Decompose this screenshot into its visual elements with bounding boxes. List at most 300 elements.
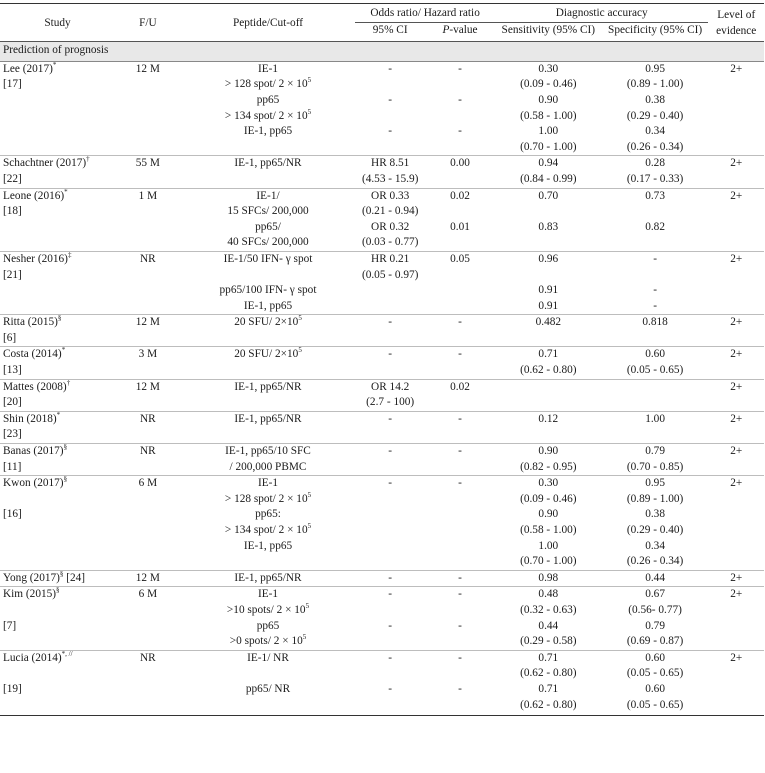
table-row: [0, 460, 764, 476]
pvalue-cell: [425, 666, 495, 682]
ci-cell-text: (0.21 - 0.94): [361, 205, 419, 218]
sensitivity-cell: [495, 331, 602, 347]
ci-cell: [355, 682, 425, 698]
study-cell: [0, 77, 115, 93]
sensitivity-cell: [495, 140, 602, 156]
sensitivity-cell-text: 0.90: [538, 508, 559, 521]
pvalue-cell: [425, 523, 495, 539]
peptide-cell: [181, 411, 356, 427]
sensitivity-cell-text: 0.90: [538, 445, 559, 458]
specificity-cell-text: (0.29 - 0.40): [626, 524, 684, 536]
sensitivity-cell: [495, 570, 602, 587]
level-cell: [708, 634, 764, 650]
sensitivity-cell: [495, 172, 602, 188]
sensitivity-cell: [495, 460, 602, 476]
ci-cell: [355, 331, 425, 347]
ci-cell: [355, 268, 425, 284]
specificity-cell: [602, 603, 709, 619]
peptide-cell: [181, 220, 356, 236]
specificity-cell: [602, 619, 709, 635]
pvalue-cell-text: -: [458, 412, 462, 425]
fu-cell-text: NR: [140, 445, 156, 458]
study-cell: [0, 347, 115, 363]
peptide-cell: [181, 587, 356, 603]
peptide-cell-text: IE-1/: [256, 189, 280, 202]
peptide-cell-text: 40 SFCs/ 200,000: [227, 236, 309, 249]
study-cell-text: [19]: [3, 682, 22, 695]
specificity-cell-text: 0.34: [645, 125, 665, 138]
sensitivity-cell-text: 0.90: [538, 93, 559, 106]
level-cell-text: 2+: [730, 348, 743, 361]
peptide-cell: [181, 363, 356, 379]
table-row: [0, 315, 764, 331]
study-cell-text: Lucia (2014): [3, 651, 62, 664]
level-cell: [708, 315, 764, 331]
specificity-cell-text: (0.56- 0.77): [628, 603, 682, 616]
ci-cell: [355, 188, 425, 204]
table-row: [0, 124, 764, 140]
pvalue-cell: [425, 587, 495, 603]
ci-cell-text: (0.05 - 0.97): [361, 268, 419, 281]
specificity-cell: [602, 492, 709, 508]
pvalue-cell: [425, 554, 495, 570]
specificity-cell-text: (0.17 - 0.33): [626, 172, 684, 185]
specificity-cell-text: (0.26 - 0.34): [626, 140, 684, 153]
specificity-cell-text: 0.60: [645, 682, 665, 695]
header-fu: F/U: [115, 4, 181, 42]
sensitivity-cell: [495, 220, 602, 236]
table-row: [0, 220, 764, 236]
sensitivity-cell-text: 0.91: [538, 299, 559, 312]
level-cell: [708, 460, 764, 476]
study-cell-superscript: *: [64, 187, 68, 196]
pvalue-cell: [425, 650, 495, 666]
section-title: Prediction of prognosis: [0, 42, 764, 62]
peptide-cell: [181, 379, 356, 395]
fu-cell: [115, 363, 181, 379]
study-cell-text: [6]: [3, 331, 17, 344]
header-diagnostic-group: Diagnostic accuracy: [495, 4, 709, 23]
study-cell: [0, 331, 115, 347]
level-cell: [708, 124, 764, 140]
ci-cell: [355, 603, 425, 619]
ci-cell-text: -: [388, 588, 393, 601]
peptide-cell: [181, 698, 356, 716]
sensitivity-cell: [495, 650, 602, 666]
study-cell-text: [7]: [3, 619, 17, 632]
peptide-cell-text: > 128 spot/ 2 × 10: [224, 78, 308, 91]
sensitivity-cell-text: 0.70: [538, 189, 559, 202]
table-row: [0, 682, 764, 698]
ci-cell: [355, 156, 425, 172]
sensitivity-cell: [495, 347, 602, 363]
specificity-cell: [602, 61, 709, 77]
study-cell-text: Yong (2017): [3, 571, 60, 584]
study-cell-text: Nesher (2016): [3, 252, 68, 265]
sensitivity-cell: [495, 61, 602, 77]
level-cell-text: 2+: [730, 412, 743, 425]
specificity-cell-text: 0.38: [645, 93, 665, 106]
pvalue-cell: [425, 395, 495, 411]
ci-cell-text: -: [388, 651, 393, 664]
ci-cell: [355, 523, 425, 539]
study-cell: [0, 444, 115, 460]
ci-cell: [355, 235, 425, 251]
peptide-cell-superscript: 5: [307, 107, 312, 116]
ci-cell: [355, 347, 425, 363]
level-cell: [708, 204, 764, 220]
specificity-cell: [602, 331, 709, 347]
header-specificity: Specificity (95% CI): [602, 22, 709, 42]
specificity-cell: [602, 476, 709, 492]
table-row: [0, 634, 764, 650]
sensitivity-cell: [495, 156, 602, 172]
specificity-cell: [602, 379, 709, 395]
peptide-cell: [181, 427, 356, 443]
study-cell: [0, 93, 115, 109]
peptide-cell: [181, 682, 356, 698]
specificity-cell: [602, 251, 709, 267]
sensitivity-cell-text: 0.30: [538, 62, 559, 75]
fu-cell: [115, 61, 181, 77]
level-cell-text: 2+: [730, 445, 743, 458]
specificity-cell: [602, 698, 709, 716]
table-row: [0, 395, 764, 411]
peptide-cell-text: >10 spots/ 2 × 10: [226, 603, 306, 616]
peptide-cell-text: 20 SFU/ 2×10: [234, 348, 299, 361]
study-cell: [0, 619, 115, 635]
ci-cell: [355, 363, 425, 379]
sensitivity-cell-text: 0.91: [538, 284, 559, 297]
level-cell: [708, 331, 764, 347]
sensitivity-cell: [495, 395, 602, 411]
specificity-cell: [602, 268, 709, 284]
peptide-cell-text: 15 SFCs/ 200,000: [227, 205, 309, 218]
pvalue-cell-text: -: [458, 571, 462, 584]
pvalue-cell: [425, 492, 495, 508]
sensitivity-cell-text: 0.482: [535, 316, 562, 329]
study-cell: [0, 220, 115, 236]
specificity-cell: [602, 220, 709, 236]
pvalue-cell: [425, 93, 495, 109]
ci-cell: [355, 93, 425, 109]
sensitivity-cell-text: 0.96: [538, 252, 559, 265]
peptide-cell: [181, 93, 356, 109]
sensitivity-cell: [495, 603, 602, 619]
fu-cell: [115, 554, 181, 570]
ci-cell: [355, 444, 425, 460]
peptide-cell-text: > 134 spot/ 2 × 10: [224, 524, 308, 536]
specificity-cell: [602, 363, 709, 379]
table-row: [0, 492, 764, 508]
specificity-cell: [602, 283, 709, 299]
pvalue-cell: [425, 299, 495, 315]
table-row: [0, 444, 764, 460]
fu-cell: [115, 587, 181, 603]
specificity-cell: [602, 427, 709, 443]
sensitivity-cell: [495, 539, 602, 555]
pvalue-cell: [425, 682, 495, 698]
header-study: Study: [0, 4, 115, 42]
peptide-cell-superscript: 5: [307, 490, 312, 499]
ci-cell-text: -: [388, 316, 393, 329]
peptide-cell-superscript: 5: [298, 346, 302, 355]
pvalue-cell: [425, 156, 495, 172]
fu-cell: [115, 523, 181, 539]
specificity-cell: [602, 523, 709, 539]
sensitivity-cell: [495, 124, 602, 140]
table-row: [0, 411, 764, 427]
sensitivity-cell-text: 0.12: [538, 412, 559, 425]
ci-cell: [355, 251, 425, 267]
peptide-cell-superscript: 5: [302, 633, 307, 642]
sensitivity-cell: [495, 77, 602, 93]
fu-cell: [115, 331, 181, 347]
fu-cell: [115, 507, 181, 523]
peptide-cell-text: IE-1, pp65/NR: [234, 571, 302, 584]
specificity-cell-text: 0.28: [645, 157, 665, 170]
table-body: [0, 42, 764, 716]
pvalue-cell: [425, 427, 495, 443]
specificity-cell: [602, 156, 709, 172]
ci-cell-text: -: [388, 125, 393, 138]
ci-cell: [355, 587, 425, 603]
ci-cell: [355, 140, 425, 156]
pvalue-cell: [425, 220, 495, 236]
sensitivity-cell: [495, 315, 602, 331]
study-cell: [0, 650, 115, 666]
fu-cell: [115, 666, 181, 682]
peptide-cell: [181, 140, 356, 156]
table-row: [0, 603, 764, 619]
pvalue-cell-text: -: [458, 588, 462, 601]
study-cell-text: [17]: [3, 78, 22, 91]
study-cell: [0, 507, 115, 523]
fu-cell-text: 12 M: [135, 571, 160, 584]
study-cell-text: [22]: [3, 172, 22, 185]
pvalue-cell-text: 0.02: [450, 189, 470, 202]
specificity-cell-text: 0.818: [642, 316, 668, 329]
sensitivity-cell-text: 0.71: [538, 682, 559, 695]
specificity-cell-text: (0.89 - 1.00): [626, 492, 684, 505]
ci-cell: [355, 476, 425, 492]
ci-cell-text: -: [388, 348, 393, 361]
sensitivity-cell-text: 0.98: [538, 571, 559, 584]
table-row: [0, 251, 764, 267]
study-cell-superscript: ‡: [67, 250, 72, 259]
study-cell: [0, 235, 115, 251]
ci-cell: [355, 315, 425, 331]
pvalue-cell: [425, 460, 495, 476]
level-cell: [708, 235, 764, 251]
table-row: [0, 299, 764, 315]
peptide-cell-text: > 134 spot/ 2 × 10: [224, 109, 308, 122]
pvalue-cell: [425, 331, 495, 347]
specificity-cell: [602, 347, 709, 363]
ci-cell-text: -: [388, 93, 393, 106]
peptide-cell-text: IE-1, pp65/NR: [234, 412, 302, 425]
peptide-cell-text: pp65: [256, 93, 280, 106]
level-cell: [708, 476, 764, 492]
peptide-cell: [181, 204, 356, 220]
study-cell: [0, 140, 115, 156]
table-row: [0, 140, 764, 156]
pvalue-cell: [425, 283, 495, 299]
study-cell: [0, 395, 115, 411]
sensitivity-cell-text: 1.00: [538, 125, 559, 138]
pvalue-cell: [425, 315, 495, 331]
study-cell-text: [21]: [3, 268, 22, 281]
pvalue-cell: [425, 140, 495, 156]
ci-cell: [355, 220, 425, 236]
fu-cell-text: 6 M: [138, 477, 158, 490]
specificity-cell-text: 0.67: [645, 588, 665, 601]
fu-cell: [115, 634, 181, 650]
ci-cell: [355, 204, 425, 220]
peptide-cell-text: IE-1/50 IFN- γ spot: [223, 252, 313, 265]
study-cell-superscript: †: [86, 155, 90, 164]
study-cell-ref: [24]: [63, 571, 86, 584]
fu-cell: [115, 283, 181, 299]
fu-cell-text: NR: [140, 252, 156, 265]
pvalue-cell-text: -: [458, 62, 462, 75]
ci-cell: [355, 124, 425, 140]
level-cell: [708, 299, 764, 315]
table-row: [0, 109, 764, 125]
pvalue-cell: [425, 109, 495, 125]
study-cell-superscript: *: [52, 60, 57, 69]
pvalue-cell: [425, 61, 495, 77]
peptide-cell: [181, 235, 356, 251]
peptide-cell: [181, 109, 356, 125]
peptide-cell: [181, 299, 356, 315]
specificity-cell-text: 0.44: [645, 571, 665, 584]
table-row: [0, 476, 764, 492]
peptide-cell-text: pp65/ NR: [245, 682, 291, 695]
ci-cell-text: OR 0.32: [371, 220, 410, 233]
pvalue-cell: [425, 570, 495, 587]
pvalue-cell: [425, 77, 495, 93]
specificity-cell: [602, 587, 709, 603]
sensitivity-cell-text: (0.32 - 0.63): [520, 603, 577, 616]
pvalue-cell: [425, 476, 495, 492]
table-row: [0, 204, 764, 220]
sensitivity-cell-text: (0.62 - 0.80): [520, 364, 577, 377]
specificity-cell: [602, 204, 709, 220]
ci-cell: [355, 570, 425, 587]
fu-cell: [115, 124, 181, 140]
study-cell-superscript: §: [63, 443, 68, 452]
sensitivity-cell-text: (0.70 - 1.00): [520, 555, 577, 568]
fu-cell-text: 12 M: [135, 316, 160, 329]
sensitivity-cell-text: 0.94: [538, 157, 559, 170]
sensitivity-cell: [495, 476, 602, 492]
pvalue-cell-text: 0.02: [450, 380, 470, 393]
sensitivity-cell-text: 0.71: [538, 348, 559, 361]
pvalue-cell-text: 0.00: [450, 157, 470, 170]
study-cell: [0, 634, 115, 650]
pvalue-cell: [425, 698, 495, 716]
level-cell: [708, 220, 764, 236]
sensitivity-cell-text: (0.29 - 0.58): [520, 635, 577, 648]
table-row: [0, 156, 764, 172]
ci-cell-text: -: [388, 477, 393, 490]
specificity-cell: [602, 395, 709, 411]
level-cell-text: 2+: [730, 252, 743, 265]
specificity-cell: [602, 444, 709, 460]
level-cell-text: 2+: [730, 62, 743, 75]
level-cell: [708, 268, 764, 284]
pvalue-cell-text: 0.05: [450, 252, 470, 265]
peptide-cell: [181, 188, 356, 204]
study-cell-text: Mattes (2008): [3, 380, 67, 393]
fu-cell: [115, 444, 181, 460]
study-cell-text: [13]: [3, 364, 22, 377]
fu-cell: [115, 603, 181, 619]
study-cell-text: [18]: [3, 205, 22, 218]
table-row: [0, 570, 764, 587]
table-row: [0, 283, 764, 299]
study-cell: [0, 570, 115, 587]
pvalue-cell: [425, 204, 495, 220]
peptide-cell-superscript: 5: [305, 601, 310, 610]
ci-cell-text: -: [388, 571, 393, 584]
table-row: [0, 172, 764, 188]
peptide-cell: [181, 492, 356, 508]
study-cell: [0, 156, 115, 172]
sensitivity-cell: [495, 523, 602, 539]
fu-cell: [115, 251, 181, 267]
level-cell: [708, 650, 764, 666]
pvalue-cell: [425, 172, 495, 188]
level-cell: [708, 523, 764, 539]
peptide-cell-text: > 128 spot/ 2 × 10: [224, 492, 308, 505]
level-cell: [708, 251, 764, 267]
study-cell-text: [20]: [3, 396, 22, 409]
study-cell-text: [23]: [3, 428, 22, 441]
level-cell: [708, 140, 764, 156]
study-cell: [0, 427, 115, 443]
fu-cell: [115, 539, 181, 555]
specificity-cell: [602, 124, 709, 140]
peptide-cell: [181, 554, 356, 570]
study-cell: [0, 251, 115, 267]
level-cell-text: 2+: [730, 157, 743, 170]
study-cell-text: Schachtner (2017): [3, 157, 87, 170]
peptide-cell: [181, 172, 356, 188]
peptide-cell-text: pp65: [256, 619, 280, 632]
pvalue-cell: [425, 363, 495, 379]
sensitivity-cell-text: 0.71: [538, 651, 559, 664]
peptide-cell: [181, 347, 356, 363]
peptide-cell-text: pp65/: [255, 220, 281, 233]
level-cell: [708, 587, 764, 603]
header-odds-group: Odds ratio/ Hazard ratio: [355, 4, 495, 23]
study-cell: [0, 204, 115, 220]
study-cell-text: Shin (2018): [3, 412, 57, 425]
ci-cell: [355, 666, 425, 682]
fu-cell: [115, 299, 181, 315]
ci-cell-text: -: [388, 619, 393, 632]
peptide-cell-text: / 200,000 PBMC: [229, 460, 307, 473]
level-cell-text: 2+: [730, 571, 743, 584]
specificity-cell-text: (0.69 - 0.87): [626, 635, 684, 648]
fu-cell: [115, 476, 181, 492]
sensitivity-cell: [495, 363, 602, 379]
specificity-cell: [602, 507, 709, 523]
table-row: [0, 235, 764, 251]
peptide-cell: [181, 570, 356, 587]
